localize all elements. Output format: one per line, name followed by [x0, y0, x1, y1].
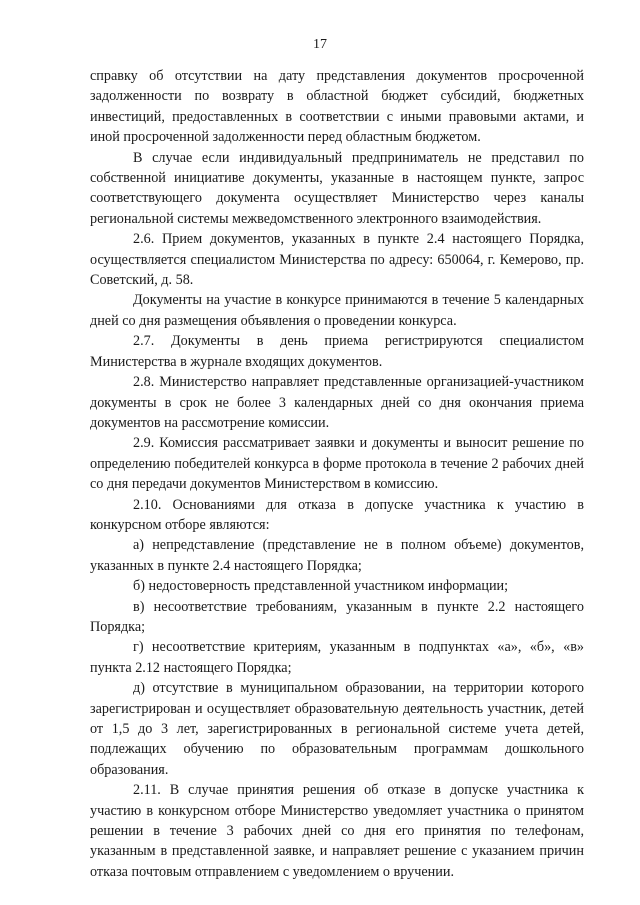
paragraph-2-10: 2.10. Основаниями для отказа в допуске участника к участию в конкурсном отборе являются: [90, 496, 584, 533]
list-item-a: а) непредставление (представление не в полном объеме) документов, указанных в пункте 2.4 настоящего Порядка; [90, 537, 584, 574]
paragraph-submission-period: Документы на участие в конкурсе принимаются в течение 5 календарных дней со дня размещения объявления о проведении конкурса. [90, 292, 584, 329]
list-item-d: д) отсутствие в муниципальном образовании, на территории которого зарегистрирован и осуществляет образовательную деятельность участник, детей от 1,5 до 3 лет, зарегистрированных в региональной системе учета детей, подлежащих обучению по образовательным программам дошкольного образования. [90, 680, 584, 778]
paragraph-2-8: 2.8. Министерство направляет представленные организацией-участником документы в срок не более 3 календарных дней со дня окончания приема документов на рассмотрение комиссии. [90, 374, 584, 431]
page-number: 17 [313, 37, 327, 52]
paragraph-certificate-of-no-debt: справку об отсутствии на дату представления документов просроченной задолженности по возврату в областной бюджет субсидий, бюджетных инвестиций, предоставленных в соответствии с иными правовыми актами, и иной просроченной задолженности перед областным бюджетом. [90, 68, 584, 146]
list-item-g: г) несоответствие критериям, указанным в подпунктах «а», «б», «в» пункта 2.12 настоящего Порядка; [90, 639, 584, 676]
list-item-v: в) несоответствие требованиям, указанным в пункте 2.2 настоящего Порядка; [90, 598, 584, 635]
list-item-b: б) недостоверность представленной участником информации; [133, 578, 509, 595]
paragraph-2-9: 2.9. Комиссия рассматривает заявки и документы и выносит решение по определению победителей конкурса в форме протокола в течение 2 рабочих дней со дня передачи документов Министерством в комиссию. [90, 435, 584, 493]
paragraph-2-7: 2.7. Документы в день приема регистрируются специалистом Министерства в журнале входящих документов. [90, 333, 584, 370]
paragraph-2-11: 2.11. В случае принятия решения об отказе в допуске участника к участию в конкурсном отборе Министерство уведомляет участника о принятом решении в течение 3 рабочих дней со дня его принятия по телефонам, указанным в представленной заявке, и направляет решение с указанием причин отказа почтовым отправлением с уведомлением о вручении. [90, 782, 584, 880]
paragraph-interagency-request: В случае если индивидуальный предприниматель не представил по собственной инициативе документы, указанные в настоящем пункте, запрос соответствующего документа осуществляет Министерство через каналы региональной системы межведомственного электронного взаимодействия. [90, 149, 584, 227]
paragraph-2-6: 2.6. Прием документов, указанных в пункте 2.4 настоящего Порядка, осуществляется специалистом Министерства по адресу: 650064, г. Кемерово, пр. Советский, д. 58. [90, 231, 584, 289]
document-body [90, 66, 584, 882]
